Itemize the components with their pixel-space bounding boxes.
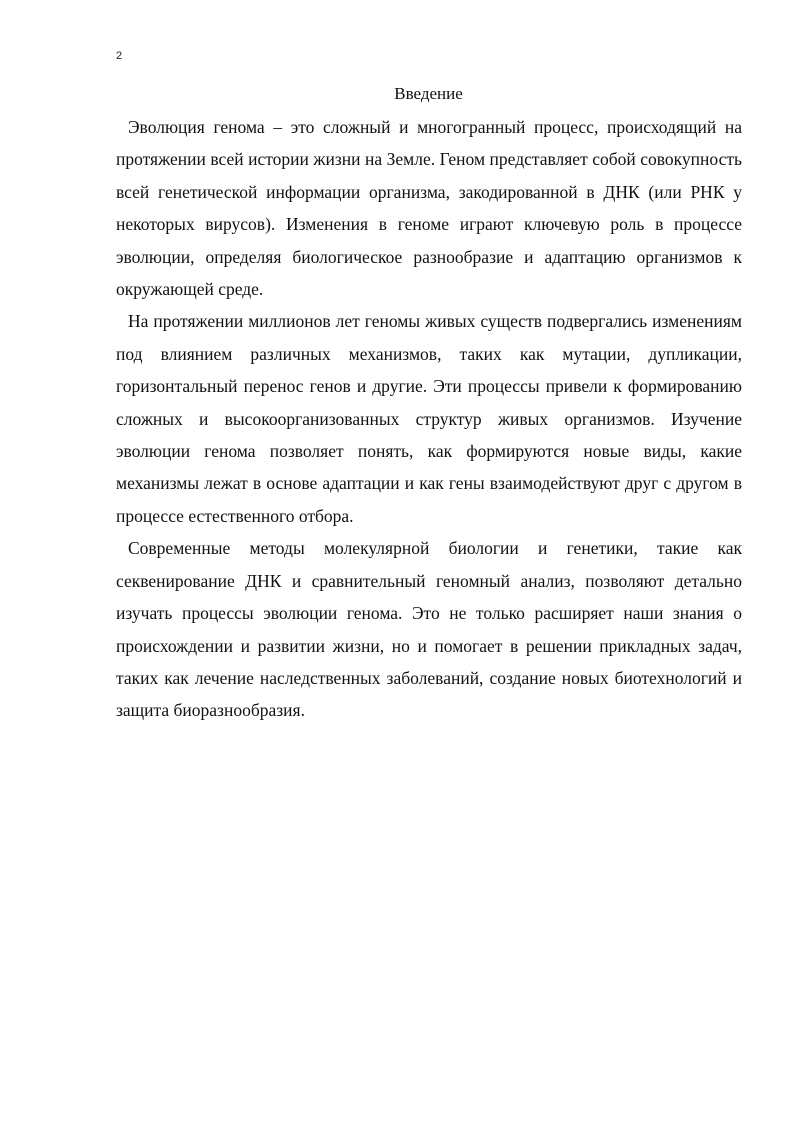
paragraph-2: На протяжении миллионов лет геномы живых существ подвергались изменениям под влиянием различных механизмов, таких как мутации, дупликации, горизонтальный перенос генов и другие. Эти процессы привели к формированию сложных и высокоорганизованных структур живых организмов. Изучение эволюции генома позволяет понять, как формируются новые виды, какие механизмы лежат в основе адаптации и как гены взаимодействуют друг с другом в процессе естественного отбора.	[116, 311, 742, 526]
section-title: Введение	[394, 84, 463, 103]
body-text	[116, 111, 742, 727]
paragraph-3: Современные методы молекулярной биологии и генетики, такие как секвенирование ДНК и сравнительный геномный анализ, позволяют детально изучать процессы эволюции генома. Это не только расширяет наши знания о происхождении и развитии жизни, но и помогает в решении прикладных задач, таких как лечение наследственных заболеваний, создание новых биотехнологий и защита биоразнообразия.	[116, 538, 742, 721]
page-number: 2	[116, 50, 123, 62]
paragraph-1: Эволюция генома – это сложный и многогранный процесс, происходящий на протяжении всей истории жизни на Земле. Геном представляет собой совокупность всей генетической информации организма, закодированной в ДНК (или РНК у некоторых вирусов). Изменения в геноме играют ключевую роль в процессе эволюции, определяя биологическое разнообразие и адаптацию организмов к окружающей среде.	[116, 117, 742, 300]
